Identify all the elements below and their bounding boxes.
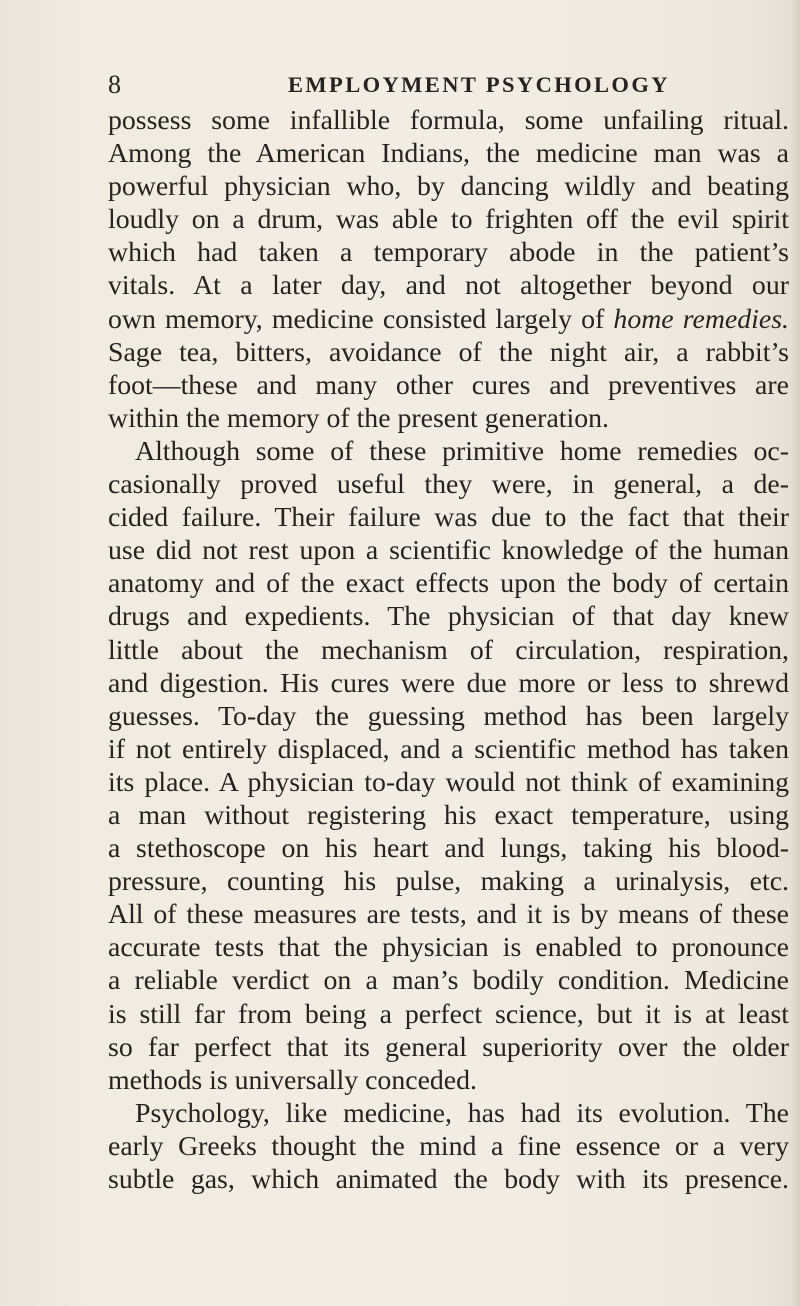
text-line: methods is universally conceded. — [108, 1064, 477, 1096]
text-line: is still far from being a perfect science, but it is at least — [108, 998, 789, 1030]
text-line: guesses. To-day the guessing method has been largely — [108, 700, 789, 732]
text-line: use did not rest upon a scientific knowledge of the human — [108, 535, 789, 567]
text-line: a man without registering his exact temperature, using — [108, 799, 789, 831]
page-number: 8 — [108, 70, 122, 99]
text-line: casionally proved useful they were, in general, a de- — [108, 469, 789, 501]
text-line: a stethoscope on his heart and lungs, taking his blood- — [108, 833, 789, 865]
page-header — [108, 70, 788, 106]
text-line: within the memory of the present generation. — [108, 402, 609, 434]
text-line: Sage tea, bitters, avoidance of the night air, a rabbit’s — [108, 336, 789, 368]
text-line: anatomy and of the exact effects upon the body of certain — [108, 568, 789, 600]
text-line: drugs and expedients. The physician of that day knew — [108, 601, 789, 633]
text-line-with-italic — [108, 303, 789, 336]
text-line: Among the American Indians, the medicine man was a — [108, 138, 789, 170]
text-line: powerful physician who, by dancing wildly and beating — [108, 171, 789, 203]
italic-phrase: home remedies. — [613, 303, 789, 335]
text-line: its place. A physician to-day would not think of examining — [108, 766, 789, 798]
text-line: possess some infallible formula, some unfailing ritual. — [108, 105, 789, 136]
text-line: foot—these and many other cures and preventives are — [108, 369, 789, 401]
text-line: Although some of these primitive home remedies oc- — [135, 435, 789, 467]
page-edge-shadow — [790, 0, 800, 1306]
text-line-segment: own memory, medicine consisted largely of — [108, 303, 605, 335]
text-line: vitals. At a later day, and not altogether beyond our — [108, 270, 789, 302]
text-line: which had taken a temporary abode in the patient’s — [108, 237, 789, 269]
text-line: and digestion. His cures were due more or less to shrewd — [108, 667, 789, 699]
text-line: pressure, counting his pulse, making a urinalysis, etc. — [108, 866, 789, 898]
text-line: if not entirely displaced, and a scientific method has taken — [108, 733, 789, 765]
text-line: loudly on a drum, was able to frighten off the evil spirit — [108, 204, 789, 236]
text-line: subtle gas, which animated the body with its presence. — [108, 1164, 789, 1195]
text-line: so far perfect that its general superiority over the older — [108, 1031, 789, 1063]
text-line: little about the mechanism of circulation, respiration, — [108, 634, 789, 666]
text-line: All of these measures are tests, and it is by means of these — [108, 899, 789, 931]
body-text — [108, 104, 789, 1196]
text-line: accurate tests that the physician is enabled to pronounce — [108, 932, 789, 964]
running-head: EMPLOYMENT PSYCHOLOGY — [288, 72, 670, 97]
text-line: a reliable verdict on a man’s bodily condition. Medicine — [108, 965, 789, 997]
text-line: early Greeks thought the mind a fine essence or a very — [108, 1130, 789, 1162]
text-line: cided failure. Their failure was due to the fact that their — [108, 502, 789, 534]
text-line: Psychology, like medicine, has had its evolution. The — [135, 1097, 789, 1129]
